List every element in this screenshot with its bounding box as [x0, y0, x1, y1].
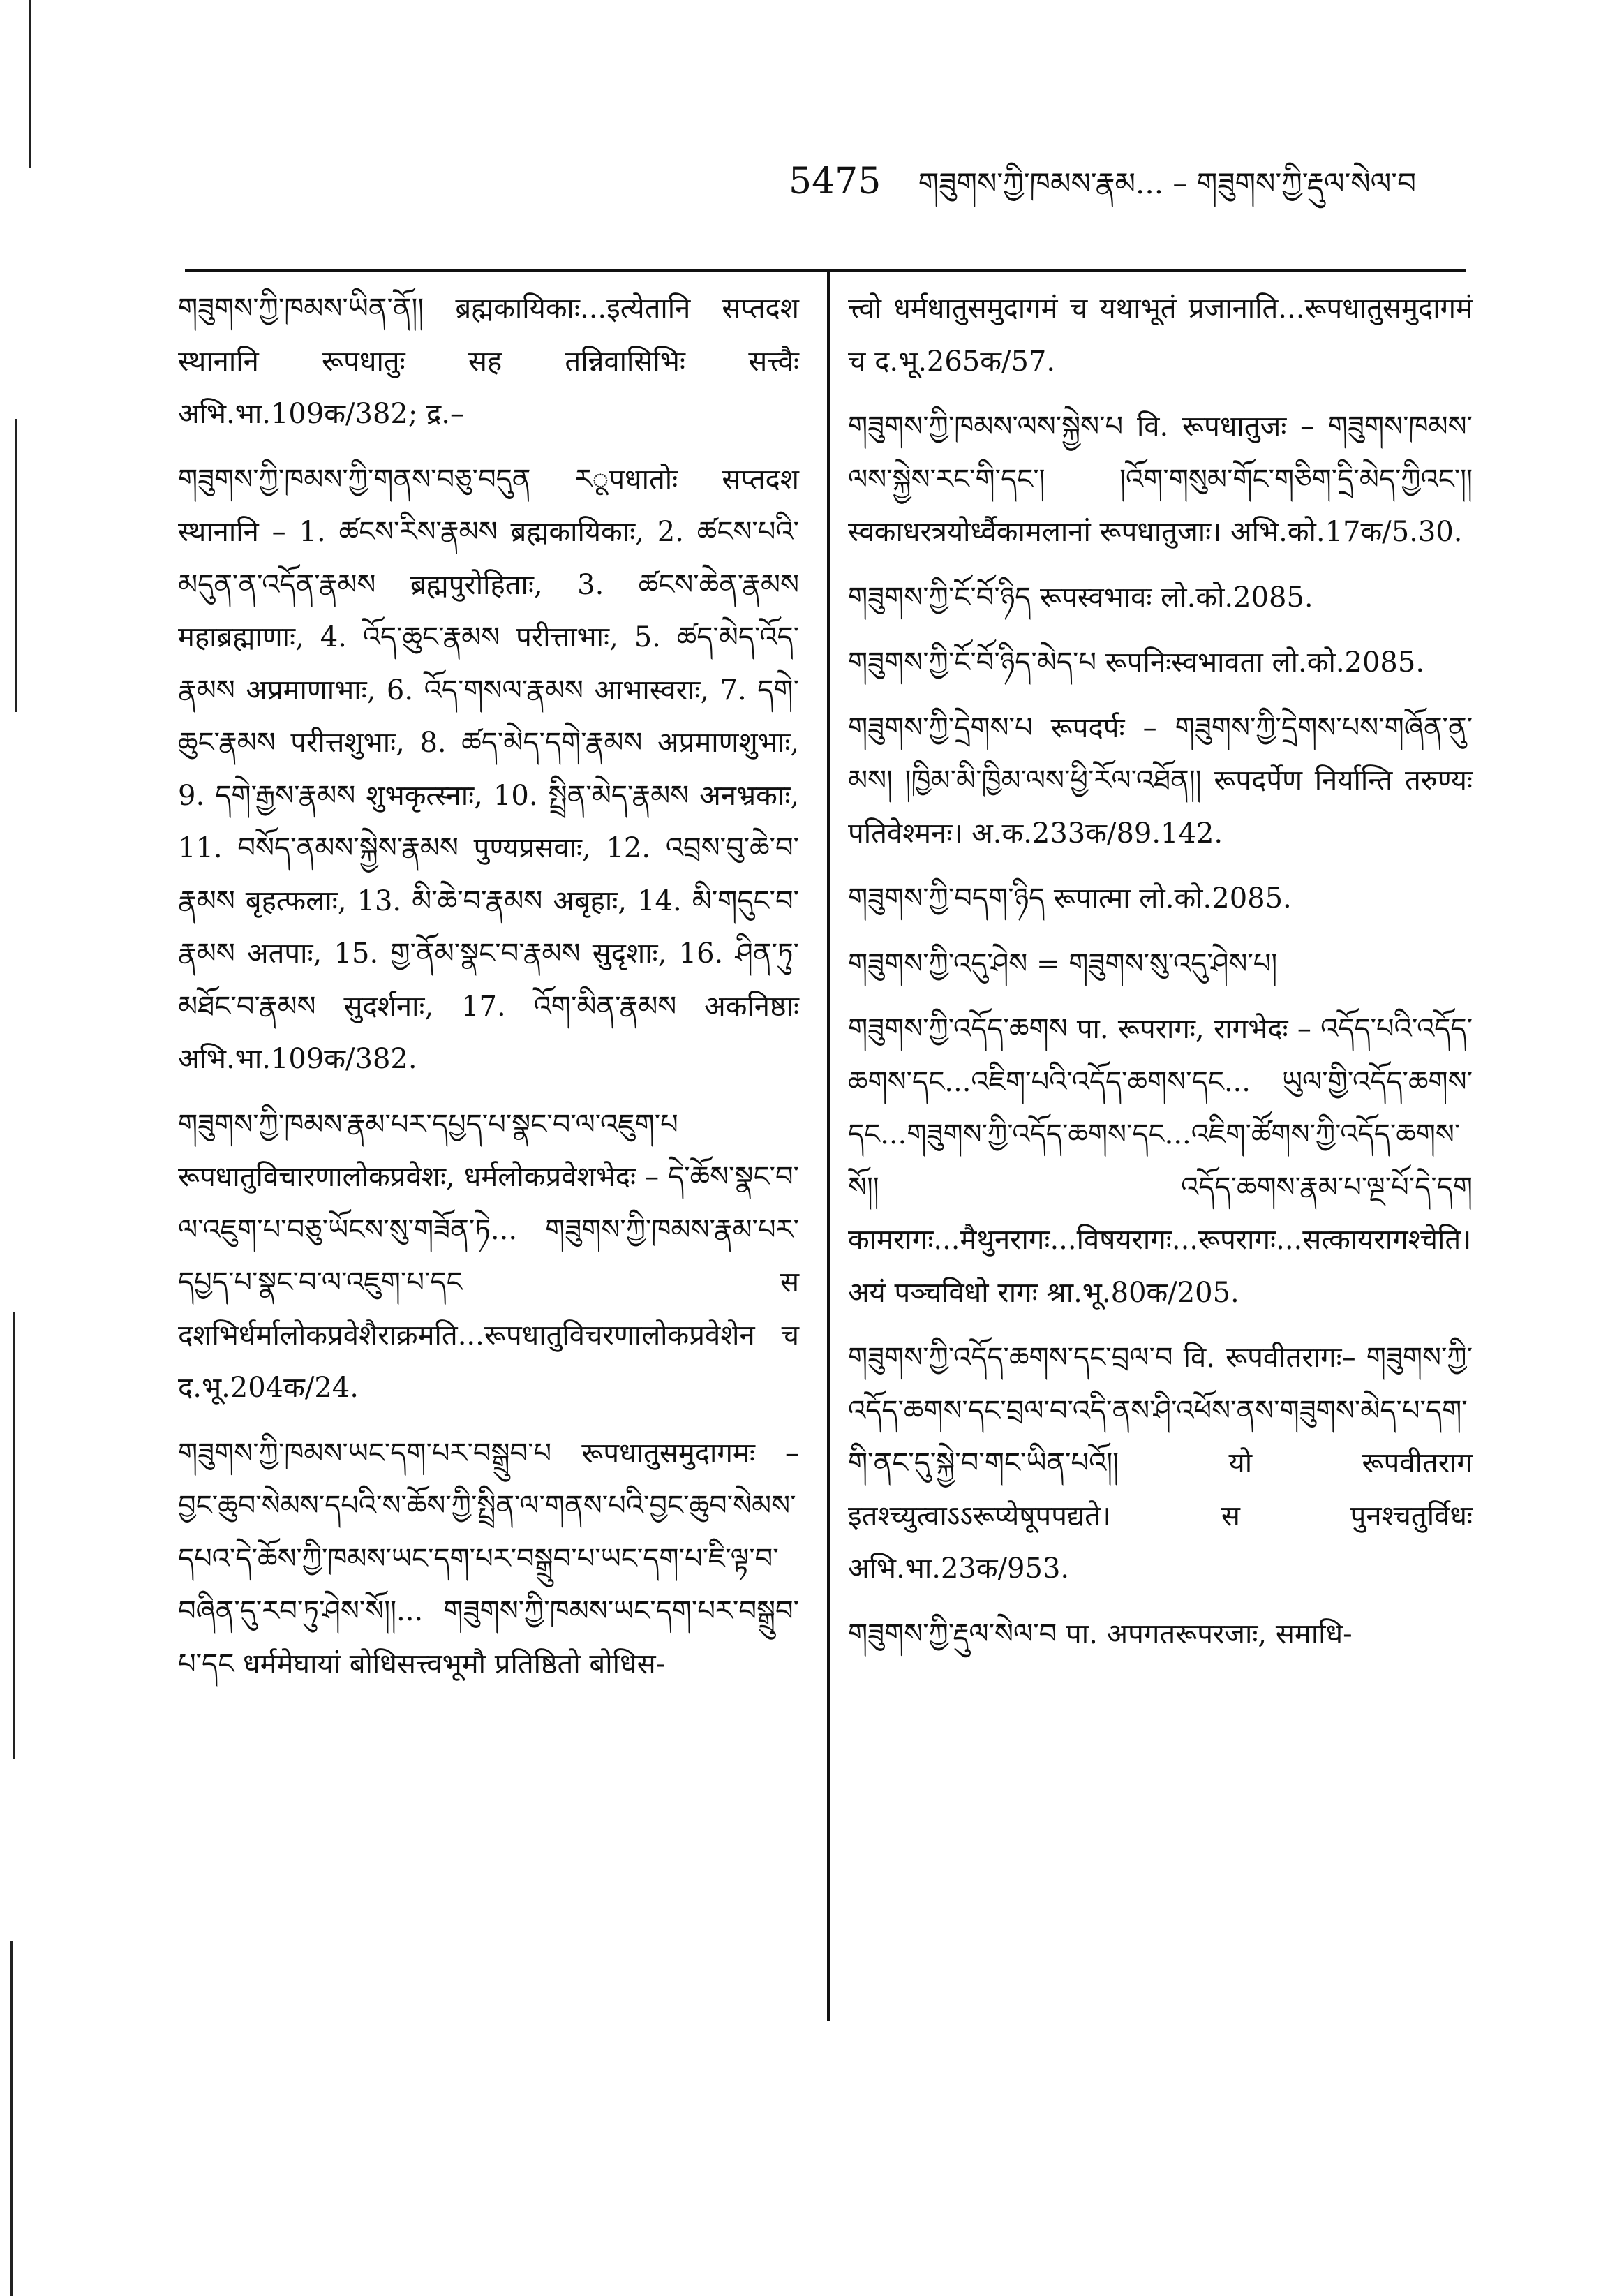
dictionary-entry: གཟུགས་ཀྱི་བདག་ཉིད रूपात्मा लो.को.2085. — [848, 882, 1292, 914]
page-number: 5475 — [789, 161, 881, 202]
dictionary-entry: གཟུགས་ཀྱི་ཁམས་ཡིན་ནོ།། ब्रह्मकायिकाः...इत्येतानि सप्तदश स्थानानि रूपधातुः सह तन्निवासिभिः सत्त्वैः अभि.भा.109क/382; द्र.– — [178, 292, 799, 430]
dictionary-entry: གཟུགས་ཀྱི་ངོ་བོ་ཉིད་མེད་པ रूपनिःस्वभावता लो.को.2085. — [848, 646, 1425, 679]
dictionary-entry: གཟུགས་ཀྱི་ཁམས་ཡང་དག་པར་བསྒྲུབ་པ रूपधातुसमुदागमः – བྱང་ཆུབ་སེམས་དཔའི་ས་ཆོས་ཀྱི་སྤྲིན་ལ་གནས་པའི་བྱང་ཆུབ་སེམས་དཔའ་དེ་ཆོས་ཀྱི་ཁམས་ཡང་དག་པར་བསྒྲུབ་པ་ཡང་དག་པ་ཇི་ལྟ་བ་བཞིན་དུ་རབ་ཏུ་ཤེས་སོ།།... གཟུགས་ཀྱི་ཁམས་ཡང་དག་པར་བསྒྲུབ་པ་དང धर्ममेघायां बोधिसत्त्वभूमौ प्रतिष्ठितो बोधिस- — [178, 1437, 799, 1680]
scan-margin-line-top — [29, 0, 31, 168]
dictionary-entry: གཟུགས་ཀྱི་ཁམས་ལས་སྐྱེས་པ वि. रूपधातुजः – གཟུགས་ཁམས་ལས་སྐྱེས་རང་གི་དང་། །འོག་གསུམ་གོང་གཅིག་དྲི་མེད་ཀྱིའང་།། स्वकाधरत्रयोर्ध्वैकामलानां रूपधातुजाः। अभि.को.17क/5.30. — [848, 410, 1473, 548]
column-divider — [827, 269, 830, 2021]
dictionary-entry: གཟུགས་ཀྱི་ངོ་བོ་ཉིད रूपस्वभावः लो.को.2085. — [848, 581, 1313, 614]
dictionary-entry: གཟུགས་ཀྱི་འདོད་ཆགས पा. रूपरागः, रागभेदः – འདོད་པའི་འདོད་ཆགས་དང...འཇིག་པའི་འདོད་ཆགས་དང... ཡུལ་གྱི་འདོད་ཆགས་དང...གཟུགས་ཀྱི་འདོད་ཆགས་དང...འཇིག་ཚོགས་ཀྱི་འདོད་ཆགས་སོ།། འདོད་ཆགས་རྣམ་པ་ལྔ་པོ་དེ་དག कामरागः...मैथुनरागः...विषयरागः...रूपरागः...सत्कायरागश्चेति। अयं पञ्चविधो रागः श्रा.भू.80क/205. — [848, 1013, 1473, 1309]
running-head: གཟུགས་ཀྱི་ཁམས་རྣམ... – གཟུགས་ཀྱི་རྡུལ་སེལ་བ — [918, 166, 1417, 200]
dictionary-entry: གཟུགས་ཀྱི་ཁམས་རྣམ་པར་དཔྱད་པ་སྣང་བ་ལ་འཇུག་པ रूपधातुविचारणालोकप्रवेशः, धर्मलोकप्रवेशभेदः – དེ་ཆོས་སྣང་བ་ལ་འཇུག་པ་བཅུ་ཡོངས་སུ་གཟོན་ཏེ... གཟུགས་ཀྱི་ཁམས་རྣམ་པར་དཔྱད་པ་སྣང་བ་ལ་འཇུག་པ་དང स दशभिर्धर्मालोकप्रवेशैराक्रमति...रूपधातुविचरणालोकप्रवेशेन च द.भू.204क/24. — [178, 1108, 799, 1404]
header-rule — [185, 269, 1466, 272]
dictionary-entry: त्त्वो धर्मधातुसमुदागमं च यथाभूतं प्रजानाति...रूपधातुसमुदागमं च द.भू.265क/57. — [848, 292, 1473, 378]
dictionary-entry: གཟུགས་ཀྱི་འདུ་ཤེས = གཟུགས་སུ་འདུ་ཤེས་པ། — [848, 947, 1278, 980]
dictionary-entry: གཟུགས་ཀྱི་དྲེགས་པ रूपदर्पः – གཟུགས་ཀྱི་དྲེགས་པས་གཞོན་ནུ་མས། །ཁྱིམ་མི་ཁྱིམ་ལས་ཕྱི་རོལ་འཐོན།། रूपदर्पेण निर्यान्ति तरुण्यः पतिवेश्मनः। अ.क.233क/89.142. — [848, 711, 1473, 850]
page-header — [789, 157, 1473, 206]
scan-margin-line-mid — [13, 1312, 15, 1759]
dictionary-entry: གཟུགས་ཀྱི་ཁམས་ཀྱི་གནས་བཅུ་བདུན རूपधातोः सप्तदश स्थानानि – 1. ཚངས་རིས་རྣམས ब्रह्मकायिकाः, 2. ཚངས་པའི་མདུན་ན་འདོན་རྣམས ब्रह्मपुरोहिताः, 3. ཚངས་ཆེན་རྣམས महाब्रह्माणाः, 4. འོད་ཆུང་རྣམས परीत्ताभाः, 5. ཚད་མེད་འོད་རྣམས अप्रमाणाभाः, 6. འོད་གསལ་རྣམས आभास्वराः, 7. དགེ་ཆུང་རྣམས परीत्तशुभाः, 8. ཚད་མེད་དགེ་རྣམས अप्रमाणशुभाः, 9. དགེ་རྒྱས་རྣམས शुभकृत्स्नाः, 10. སྤྲིན་མེད་རྣམས अनभ्रकाः, 11. བསོད་ནམས་སྐྱེས་རྣམས पुण्यप्रसवाः, 12. འབྲས་བུ་ཆེ་བ་རྣམས बृहत्फलाः, 13. མི་ཆེ་བ་རྣམས अबृहाः, 14. མི་གདུང་བ་རྣམས अतपाः, 15. གྱ་ནོམ་སྣང་བ་རྣམས सुदृशाः, 16. ཤིན་ཏུ་མཐོང་བ་རྣམས सुदर्शनाः, 17. འོག་མིན་རྣམས अकनिष्ठाः अभि.भा.109क/382. — [178, 463, 799, 1075]
scan-margin-line-upper — [15, 419, 17, 712]
scan-margin-line-bottom — [10, 1941, 13, 2296]
left-column — [178, 283, 799, 1703]
dictionary-entry: གཟུགས་ཀྱི་འདོད་ཆགས་དང་བྲལ་བ वि. रूपवीतरागः– གཟུགས་ཀྱི་འདོད་ཆགས་དང་བྲལ་བ་འདི་ནས་ཤི་འཕོས་ནས་གཟུགས་མེད་པ་དག་གི་ནང་དུ་སྐྱེ་བ་གང་ཡིན་པའོ།། यो रूपवीतराग इतश्च्युत्वाऽऽरूप्येषूपपद्यते। स पुनश्चतुर्विधः अभि.भा.23क/953. — [848, 1342, 1473, 1585]
dictionary-entry: གཟུགས་ཀྱི་རྡུལ་སེལ་བ पा. अपगतरूपरजाः, समाधि- — [848, 1617, 1353, 1650]
right-column — [848, 283, 1473, 1673]
